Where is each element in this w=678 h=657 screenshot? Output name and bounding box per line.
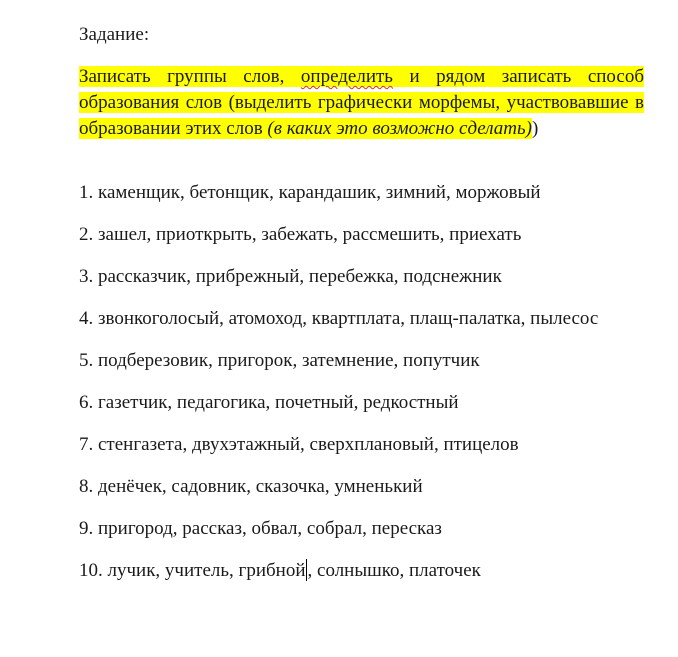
highlighted-instruction: [79, 66, 644, 139]
list-item: 1. каменщик, бетонщик, карандашик, зимний, моржовый: [79, 182, 541, 203]
closing-paren: ): [531, 118, 539, 139]
list-item: 6. газетчик, педагогика, почетный, редкостный: [79, 392, 459, 413]
task-heading: Задание:: [79, 24, 150, 45]
list-item-10-text-start: 10. лучик, учитель, грибной: [79, 560, 306, 581]
instruction-text-1: Записать группы слов,: [79, 66, 301, 87]
list-item: 5. подберезовик, пригорок, затемнение, попутчик: [79, 350, 480, 371]
list-item: 3. рассказчик, прибрежный, перебежка, подснежник: [79, 266, 502, 287]
list-item: [79, 559, 639, 583]
word-groups-list: [79, 181, 639, 583]
list-item: 7. стенгазета, двухэтажный, сверхплановый, птицелов: [79, 434, 519, 455]
instruction-text-2: и рядом записать способ образования слов (выделить графически морфемы, участвовавшие в образовании этих слов: [79, 66, 644, 139]
list-item: 2. зашел, приоткрыть, забежать, рассмешить, приехать: [79, 224, 522, 245]
list-item: 8. денёчек, садовник, сказочка, умненький: [79, 476, 423, 497]
spellcheck-flagged-word[interactable]: определить: [300, 66, 393, 87]
list-item: 4. звонкоголосый, атомоход, квартплата, плащ-палатка, пылесос: [79, 308, 599, 329]
instruction-italic-note: (в каких это возможно сделать): [267, 118, 532, 139]
task-instruction: [79, 64, 644, 142]
text-cursor: [306, 559, 307, 581]
list-item-10-text-end: , солнышко, платочек: [307, 560, 481, 581]
list-item: 9. пригород, рассказ, обвал, собрал, пересказ: [79, 518, 442, 539]
